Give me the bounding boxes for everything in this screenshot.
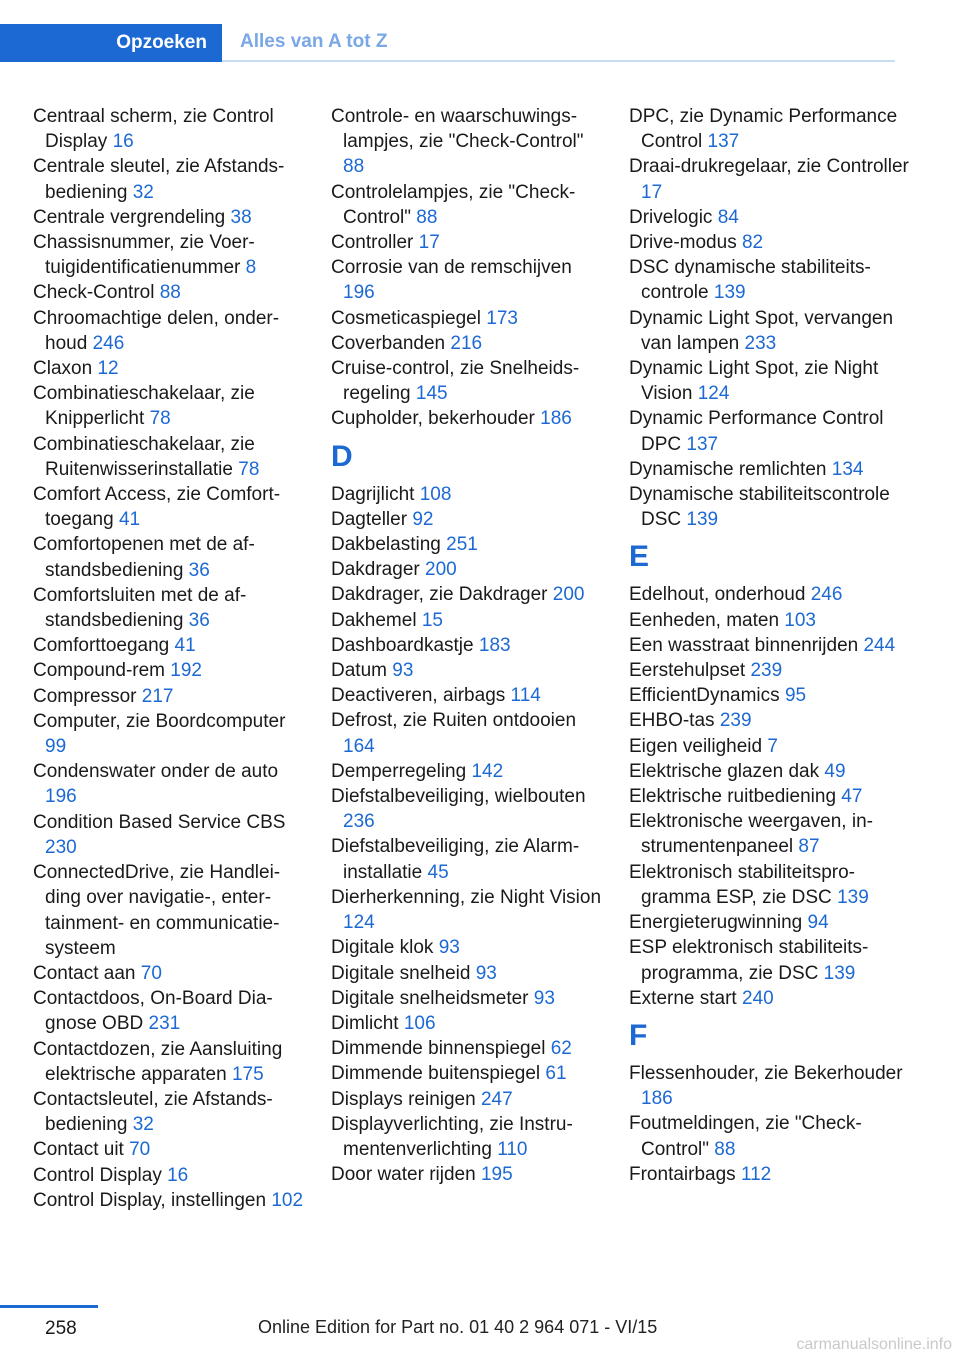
index-entry [33,205,305,230]
page-link[interactable]: 32 [132,1114,154,1136]
page-link[interactable]: 17 [641,181,663,203]
page-link[interactable]: 88 [159,282,181,304]
index-entry-text: Comfortsluiten met de afstandsbediening [33,584,247,632]
index-entry-text: Dakdrager, zie Dakdrager [331,584,548,606]
index-entry [33,230,305,280]
index-entry-text: Datum [331,660,387,682]
page-link[interactable]: 230 [45,836,77,858]
index-entry-text: Energieterugwinning [629,912,803,934]
index-entry-text: Corrosie van de remschijven [331,257,572,279]
index-entry-text: Dakbelasting [331,534,441,556]
page-link[interactable]: 246 [810,584,843,606]
index-entry-text: Dynamic Light Spot, zie Night Vision [629,358,879,405]
index-entry-text: Dynamische remlichten [629,458,827,480]
page-link[interactable]: 145 [415,383,448,405]
page-link[interactable]: 239 [750,660,783,682]
index-entry [331,507,603,532]
index-entry-text: Contact uit [33,1139,124,1161]
page-link[interactable]: 192 [170,660,202,682]
index-entry-text: Dakdrager [331,559,420,581]
index-entry-text: Dakhemel [331,609,417,631]
index-entry-text: Digitale snelheid [331,962,471,984]
index-entry [629,457,909,482]
tab-opzoeken[interactable]: Opzoeken [0,24,222,62]
index-entry-text: DSC dynamische stabiliteitscontrole [629,257,871,304]
index-entry-text: Controller [331,232,414,254]
page-link[interactable]: 15 [421,609,443,631]
page-link[interactable]: 139 [686,509,719,531]
index-entry [33,684,305,709]
page-link[interactable]: 99 [45,736,67,758]
index-column-2 [331,104,603,1187]
index-entry [331,255,603,305]
index-entry [331,1061,603,1086]
index-entry-text: Comfortopenen met de afstandsbediening [33,534,255,581]
index-entry-text: Elektronische weergaven, instrumentenpaneel [629,811,873,858]
index-entry [331,557,603,582]
page-link[interactable]: 134 [831,458,864,480]
index-entry [33,759,305,809]
index-entry-text: Draai-drukregelaar, zie Controller [629,156,909,178]
page-link[interactable]: 173 [486,307,518,329]
index-entry [33,1037,305,1087]
page-link[interactable]: 216 [450,332,483,354]
page-link[interactable]: 239 [719,710,752,732]
index-entry-text: Cosmeticaspiegel [331,307,481,329]
page-link[interactable]: 217 [141,685,174,707]
page-link[interactable]: 88 [714,1138,736,1160]
index-entry-text: Dashboardkastje [331,634,474,656]
index-entry-text: Claxon [33,358,93,380]
index-entry-text: Een wasstraat binnenrijden [629,634,859,656]
index-entry [33,532,305,582]
index-entry [331,633,603,658]
index-entry [629,633,909,658]
index-entry-text: Displayverlichting, zie Instrumentenverlichting [331,1113,573,1160]
index-entry [331,532,603,557]
header-bar [0,24,895,62]
page-link[interactable]: 108 [419,483,452,505]
index-entry [33,432,305,482]
watermark: carmanualsonline.info [796,1336,952,1353]
index-entry-text: Deactiveren, airbags [331,685,506,707]
index-entry-text: Eenheden, maten [629,609,780,631]
index-entry [33,583,305,633]
page-link[interactable]: 124 [343,912,375,934]
index-entry [331,1162,603,1187]
index-column-1 [33,104,305,1213]
index-entry [629,255,909,305]
index-entry-text: Displays reinigen [331,1088,476,1110]
index-entry-text: Comfort Access, zie Comforttoegang [33,484,281,531]
index-entry-text: Compressor [33,685,137,707]
page-link[interactable]: 94 [807,912,829,934]
index-entry-text: Externe start [629,987,737,1009]
page-link[interactable]: 112 [740,1163,772,1185]
page-link[interactable]: 247 [480,1088,513,1110]
index-entry-text: Elektrische glazen dak [629,760,820,782]
index-entry-text: Condition Based Service CBS [33,811,286,833]
index-entry [33,1137,305,1162]
page-link[interactable]: 12 [97,358,119,380]
index-entry-text: Controlelampjes, zie "Check-Control" [331,181,576,228]
index-entry [33,104,305,154]
page-link[interactable]: 41 [118,509,141,531]
page-link[interactable]: 87 [798,836,820,858]
index-entry [331,230,603,255]
index-entry [331,1087,603,1112]
index-entry-text: Dynamic Performance Control DPC [629,408,884,455]
page-link[interactable]: 47 [841,786,863,808]
index-entry-text: Digitale snelheidsmeter [331,987,529,1009]
index-entry-text: Dierherkenning, zie Night Vision [331,886,602,908]
page-link[interactable]: 139 [837,886,869,908]
index-entry [629,708,909,733]
index-entry-text: Condenswater onder de auto [33,761,279,783]
index-entry [629,154,909,204]
index-entry [331,935,603,960]
index-entry [33,860,305,961]
index-entry-text: Door water rijden [331,1164,476,1186]
index-entry-text: Dagrijlicht [331,483,415,505]
page-link[interactable]: 78 [238,458,260,480]
page-link[interactable]: 32 [132,181,154,203]
index-entry [629,784,909,809]
index-entry [33,986,305,1036]
index-entry [331,683,603,708]
index-entry-text: Contactsleutel, zie Afstandsbediening [33,1088,273,1136]
index-entry [629,658,909,683]
page-link[interactable]: 95 [784,685,807,707]
page-link[interactable]: 139 [823,962,856,984]
index-entry [33,280,305,305]
section-letter-e: E [629,540,650,574]
page-link[interactable]: 200 [552,584,585,606]
footer-accent-line [0,1305,98,1308]
index-entry [629,205,909,230]
page-link[interactable]: 93 [392,660,414,682]
index-entry-text: Dynamische stabiliteitscontrole DSC [629,484,890,531]
page-link[interactable]: 61 [545,1063,567,1085]
index-entry-text: Chassisnummer, zie Voertuigidentificatienummer [33,232,255,279]
index-entry [331,1036,603,1061]
index-entry-text: ConnectedDrive, zie Handleiding over navigatie-, entertainment- en communicatiesysteem [33,862,281,959]
index-entry-text: Cupholder, bekerhouder [331,408,535,430]
page-link[interactable]: 7 [767,735,778,757]
index-entry-text: Dimmende binnenspiegel [331,1038,546,1060]
index-entry-text: Dynamic Light Spot, vervangen van lampen [629,307,894,354]
index-entry [33,709,305,759]
tab-alles-van-a-tot-z[interactable]: Alles van A tot Z [222,24,895,62]
page-link[interactable]: 164 [343,735,375,757]
page-link[interactable]: 102 [271,1189,304,1211]
index-entry [629,910,909,935]
page-link[interactable]: 49 [824,760,846,782]
page-link[interactable]: 106 [403,1012,436,1034]
index-entry [629,608,909,633]
index-entry [33,154,305,204]
index-entry-text: Check-Control [33,282,155,304]
page-link[interactable]: 246 [92,332,125,354]
page-link[interactable]: 240 [742,987,774,1009]
page-link[interactable]: 93 [438,937,460,959]
page-link[interactable]: 196 [343,282,375,304]
index-entry [629,683,909,708]
index-entry [331,961,603,986]
page-link[interactable]: 8 [245,257,257,279]
index-entry [331,784,603,834]
index-entry-text: Flessenhouder, zie Bekerhouder [629,1062,903,1084]
index-entry-text: Control Display, instellingen [33,1189,267,1211]
page-link[interactable]: 251 [446,534,478,556]
page-link[interactable]: 186 [540,408,572,430]
index-entry [331,1112,603,1162]
page-link[interactable]: 70 [140,962,162,984]
index-entry [33,810,305,860]
page-link[interactable]: 70 [129,1139,151,1161]
index-entry [33,1188,305,1213]
page-link[interactable]: 17 [418,232,440,254]
page-link[interactable]: 139 [713,282,746,304]
index-entry-text: Eigen veiligheid [629,735,763,757]
page-link[interactable]: 36 [188,610,210,632]
section-letter-f: F [629,1018,648,1052]
index-entry [331,608,603,633]
page-link[interactable]: 195 [480,1164,513,1186]
index-entry-text: Control Display [33,1164,162,1186]
index-entry-text: Demperregeling [331,760,467,782]
section-letter-d: D [331,439,353,473]
index-entry [33,381,305,431]
index-entry-text: EfficientDynamics [629,685,780,707]
page-link[interactable]: 137 [686,433,719,455]
page-link[interactable]: 84 [717,206,739,228]
index-entry [629,1111,909,1161]
index-entry-text: Edelhout, onderhoud [629,584,806,606]
index-entry-text: Diefstalbeveiliging, zie Alarminstallatie [331,836,580,883]
index-entry-text: Coverbanden [331,332,446,354]
page-link[interactable]: 196 [45,786,77,808]
index-entry [331,834,603,884]
page-link[interactable]: 175 [231,1063,264,1085]
index-entry [629,759,909,784]
index-entry [331,986,603,1011]
page-link[interactable]: 38 [230,206,252,228]
index-entry-text: Drive-modus [629,232,737,254]
index-entry-text: Defrost, zie Ruiten ontdooien [331,710,577,732]
index-entry-text: Centrale sleutel, zie Afstandsbediening [33,156,285,203]
page-link[interactable]: 142 [471,760,504,782]
index-entry [331,708,603,758]
page-link[interactable]: 88 [343,156,365,178]
index-entry-text: Digitale klok [331,937,434,959]
index-entry [629,809,909,859]
index-entry [331,331,603,356]
index-entry-text: Eerstehulpset [629,660,746,682]
index-entry-text: Chroomachtige delen, onderhoud [33,307,280,354]
index-entry-text: DPC, zie Dynamic Performance Control [629,106,898,153]
index-entry [629,935,909,985]
page-link[interactable]: 114 [510,685,541,707]
index-entry-text: Contactdozen, zie Aansluiting elektrische apparaten [33,1038,283,1085]
page-link[interactable]: 16 [167,1164,189,1186]
index-entry [33,1087,305,1137]
index-entry-text: Cruise-control, zie Snelheidsregeling [331,358,580,405]
index-entry [33,633,305,658]
page-link[interactable]: 93 [475,962,497,984]
index-entry [629,482,909,532]
index-entry-text: Comforttoegang [33,635,170,657]
index-entry-text: Controle- en waarschuwingslampjes, zie "Check-Control" [331,106,584,153]
index-entry [331,1011,603,1036]
index-entry-text: Dagteller [331,508,408,530]
page-link[interactable]: 36 [188,559,210,581]
index-entry [629,306,909,356]
page-link[interactable]: 244 [863,634,896,656]
index-entry-text: Elektrische ruitbediening [629,786,837,808]
index-entry [331,406,603,431]
page-link[interactable]: 231 [148,1013,181,1035]
index-entry [331,885,603,935]
page-link[interactable]: 103 [784,609,816,631]
index-entry [331,306,603,331]
page-link[interactable]: 236 [343,811,375,833]
page-link[interactable]: 78 [149,408,171,430]
index-entry-text: Combinatieschakelaar, zie Ruitenwisserinstallatie [33,433,255,480]
index-entry [331,759,603,784]
index-entry-text: Dimlicht [331,1012,399,1034]
index-entry [629,104,909,154]
index-entry [629,860,909,910]
index-entry-text: Foutmeldingen, zie "Check-Control" [629,1113,862,1160]
page-link[interactable]: 62 [550,1038,572,1060]
index-entry [33,1163,305,1188]
index-entry [629,986,909,1011]
page-link[interactable]: 137 [707,131,740,153]
index-entry [33,961,305,986]
index-entry-text: Frontairbags [629,1163,736,1185]
index-entry [33,356,305,381]
index-entry-text: Contact aan [33,962,136,984]
page-link[interactable]: 93 [533,987,555,1009]
index-entry [331,180,603,230]
index-entry [629,1162,909,1187]
page-link[interactable]: 183 [478,634,511,656]
index-entry [331,658,603,683]
index-entry-text: Elektronisch stabiliteitsprogramma ESP, zie DSC [629,861,855,908]
page-link[interactable]: 200 [425,559,457,581]
index-entry [629,406,909,456]
page-link[interactable]: 82 [741,232,764,254]
page-link[interactable]: 92 [412,508,434,530]
index-entry-text: ESP elektronisch stabiliteitsprogramma, zie DSC [629,937,869,984]
page-link[interactable]: 110 [497,1138,528,1160]
index-entry [629,230,909,255]
index-entry [331,356,603,406]
index-entry-text: Combinatieschakelaar, zie Knipperlicht [33,383,255,430]
index-entry [33,658,305,683]
index-entry-text: EHBO-tas [629,710,715,732]
index-entry-text: Computer, zie Boordcomputer [33,710,286,732]
index-entry [629,582,909,607]
index-entry-text: Centrale vergrendeling [33,206,226,228]
edition-note: Online Edition for Part no. 01 40 2 964 071 - VI/15 [258,1317,658,1337]
index-entry [629,1061,909,1111]
index-entry [331,582,603,607]
index-entry [629,356,909,406]
index-entry-text: Contactdoos, On-Board Diagnose OBD [33,988,273,1035]
index-entry-text: Compound-rem [33,660,165,682]
page-number: 258 [45,1318,77,1339]
index-entry [33,306,305,356]
index-entry-text: Diefstalbeveiliging, wielbouten [331,786,586,808]
page-link[interactable]: 124 [697,383,730,405]
index-entry-text: Dimmende buitenspiegel [331,1063,541,1085]
page-link[interactable]: 88 [416,206,438,228]
page-link[interactable]: 41 [174,635,196,657]
index-entry [331,104,603,180]
page-link[interactable]: 16 [112,131,134,153]
index-entry [331,482,603,507]
index-entry [629,734,909,759]
index-entry [33,482,305,532]
page-link[interactable]: 186 [641,1088,673,1110]
index-entry-text: Centraal scherm, zie Control Display [33,106,274,153]
index-entry-text: Drivelogic [629,206,713,228]
index-column-3 [629,104,909,1187]
page-link[interactable]: 45 [427,861,449,883]
page-link[interactable]: 233 [744,332,777,354]
